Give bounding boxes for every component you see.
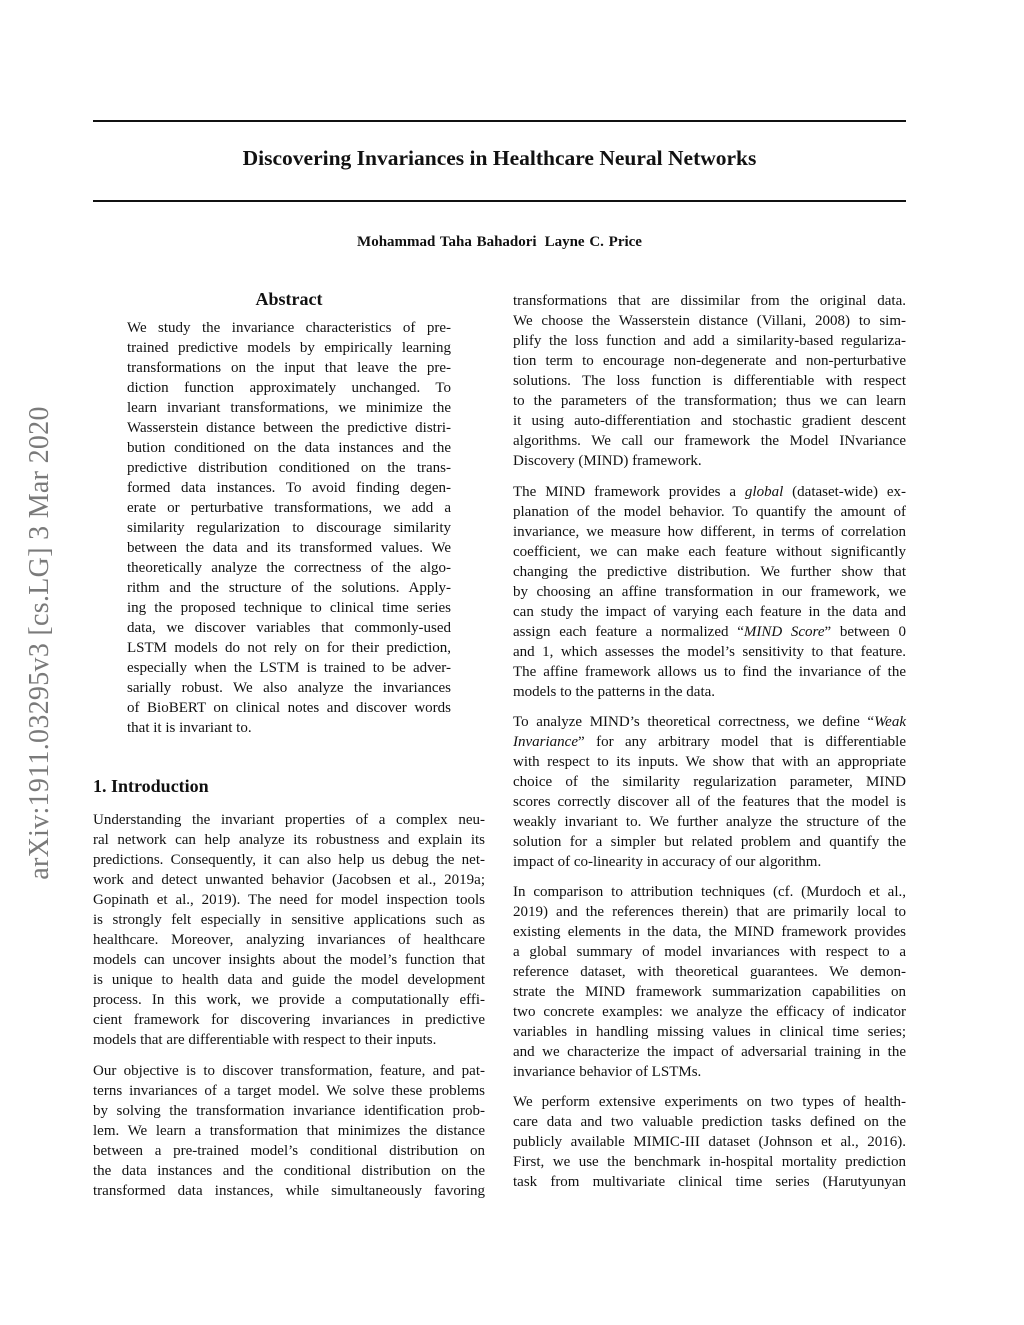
right-paragraph-3 [513, 712, 906, 872]
text-line: The affine framework allows us to find the invariance of the [513, 664, 906, 680]
text-line: especially when the LSTM is trained to be adver- [127, 660, 451, 676]
text-line: LSTM models do not rely on for their prediction, [127, 640, 451, 656]
author-list [93, 234, 906, 251]
text-line: Discovery (MIND) framework. [513, 453, 702, 469]
text-line: 2019) and the references therein) that are primarily local to [513, 904, 906, 920]
section-heading-introduction: 1. Introduction [93, 776, 209, 796]
italic-text: global [744, 484, 784, 500]
abstract-paragraph [127, 318, 451, 738]
text-line: and we characterize the impact of adversarial training in the [513, 1044, 906, 1060]
text-line: can study the impact of varying each feature in the data and [513, 604, 906, 620]
intro-paragraph-2 [93, 1061, 485, 1201]
author-name: Mohammad Taha Bahadori [357, 234, 537, 250]
text-line: a global summary of model invariances with respect to a [513, 944, 906, 960]
text-line: data, we discover variables that commonly-used [127, 620, 451, 636]
text-line: between a pre-trained model’s conditional distribution on [93, 1143, 485, 1159]
text-line: healthcare. Moreover, analyzing invariances of healthcare [93, 932, 485, 948]
text-line: tion term to encourage non-degenerate and non-perturbative [513, 353, 906, 369]
text-line: First, we use the benchmark in-hospital mortality prediction [513, 1154, 906, 1170]
text-line: transformations on the input that leave the pre- [127, 360, 451, 376]
text-line: plify the loss function and add a similarity-based regulariza- [513, 333, 906, 349]
text-line: We perform extensive experiments on two types of health- [513, 1094, 906, 1110]
text-line: it using auto-differentiation and stochastic gradient descent [513, 413, 906, 429]
text-line: that it is invariant to. [127, 720, 252, 736]
text-line [513, 482, 906, 502]
text-line: models to the patterns in the data. [513, 684, 716, 700]
text-segment: To analyze MIND’s theoretical correctness, we define “ [513, 714, 875, 730]
title-bottom-rule [93, 200, 906, 202]
right-paragraph-4 [513, 882, 906, 1082]
text-segment: ” between 0 [824, 624, 906, 640]
text-line: models that are differentiable with respect to their inputs. [93, 1032, 437, 1048]
text-line: variables in handling missing values in clinical time series; [513, 1024, 906, 1040]
text-line: is strongly felt especially in sensitive applications such as [93, 912, 485, 928]
text-line: by choosing an affine transformation in our framework, we [513, 584, 906, 600]
text-line: two concrete examples: we analyze the efficacy of indicator [513, 1004, 906, 1020]
text-line: cient framework for discovering invariances in predictive [93, 1012, 485, 1028]
text-line: predictive distribution conditioned on the trans- [127, 460, 451, 476]
intro-paragraph-1 [93, 810, 485, 1050]
text-line: with respect to its inputs. We show that with an appropriate [513, 754, 906, 770]
text-line: solution for a simpler but related problem and quantify the [513, 834, 906, 850]
text-line: choice of the similarity regularization parameter, MIND [513, 774, 906, 790]
text-line: similarity regularization to discourage similarity [127, 520, 451, 536]
text-line: task from multivariate clinical time series (Harutyunyan [513, 1174, 906, 1190]
text-line: between the data and its transformed values. We [127, 540, 451, 556]
text-segment: ” for any arbitrary model that is differentiable [577, 734, 906, 750]
text-line: process. In this work, we provide a computationally effi- [93, 992, 485, 1008]
text-line [513, 712, 906, 732]
text-segment: assign each feature a normalized “ [513, 624, 744, 640]
text-line: We choose the Wasserstein distance (Villani, 2008) to sim- [513, 313, 906, 329]
text-line: coefficient, we can make each feature without significantly [513, 544, 906, 560]
paper-title: Discovering Invariances in Healthcare Neural Networks [242, 146, 757, 170]
text-line: lem. We learn a transformation that minimizes the distance [93, 1123, 485, 1139]
text-line: terns invariances of a target model. We solve these problems [93, 1083, 485, 1099]
text-line [513, 732, 906, 752]
text-line: is unique to health data and guide the model development [93, 972, 485, 988]
text-line: to the parameters of the transformation; thus we can learn [513, 393, 906, 409]
italic-text: MIND Score [743, 624, 825, 640]
text-line: Wasserstein distance between the predictive distri- [127, 420, 451, 436]
text-line: bution conditioned on the data instances and the [127, 440, 451, 456]
text-line: work and detect unwanted behavior (Jacobsen et al., 2019a; [93, 872, 485, 888]
right-paragraph-1 [513, 291, 906, 471]
text-line: learn invariant transformations, we minimize the [127, 400, 451, 416]
right-paragraph-5 [513, 1092, 906, 1192]
text-line: changing the predictive distribution. We further show that [513, 564, 906, 580]
text-line: erate or perturbative transformations, we add a [127, 500, 451, 516]
text-line: strate the MIND framework summarization capabilities on [513, 984, 906, 1000]
text-line: Our objective is to discover transformation, feature, and pat- [93, 1063, 485, 1079]
text-line: We study the invariance characteristics of pre- [127, 320, 451, 336]
right-paragraph-2 [513, 482, 906, 702]
text-line: planation of the model behavior. To quantify the amount of [513, 504, 906, 520]
text-line: weakly invariant to. We further analyze the structure of the [513, 814, 906, 830]
text-line: rithm and the structure of the solutions. Apply- [127, 580, 451, 596]
arxiv-identifier: arXiv:1911.03295v3 [cs.LG] 3 Mar 2020 [24, 406, 55, 880]
author-name: Layne C. Price [544, 234, 642, 250]
text-line: sarially robust. We also analyze the invariances [127, 680, 451, 696]
italic-text: Weak [874, 714, 906, 730]
italic-text: Invariance [513, 734, 578, 750]
text-line: the data instances and the conditional distribution on the [93, 1163, 485, 1179]
text-line: formed data instances. To avoid finding degen- [127, 480, 451, 496]
text-line: invariance behavior of LSTMs. [513, 1064, 702, 1080]
text-line: reference dataset, with theoretical guarantees. We demon- [513, 964, 906, 980]
text-line: publicly available MIMIC-III dataset (Johnson et al., 2016). [513, 1134, 906, 1150]
text-line: Understanding the invariant properties of a complex neu- [93, 812, 485, 828]
text-line: of BioBERT on clinical notes and discover words [127, 700, 451, 716]
text-line: by solving the transformation invariance identification prob- [93, 1103, 485, 1119]
text-line: invariance, we measure how different, in terms of correlation [513, 524, 906, 540]
text-line: existing elements in the data, the MIND framework provides [513, 924, 906, 940]
text-line: predictions. Consequently, it can also help us debug the net- [93, 852, 485, 868]
text-line: trained predictive models by empirically learning [127, 340, 451, 356]
text-line: algorithms. We call our framework the Model INvariance [513, 433, 906, 449]
text-line: transformations that are dissimilar from the original data. [513, 293, 906, 309]
text-line: solutions. The loss function is differentiable with respect [513, 373, 906, 389]
abstract-heading: Abstract [255, 289, 323, 309]
text-line: In comparison to attribution techniques (cf. (Murdoch et al., [513, 884, 906, 900]
text-line: diction function approximately unchanged. To [127, 380, 451, 396]
text-line: transformed data instances, while simultaneously favoring [93, 1183, 485, 1199]
text-line: models can uncover insights about the model’s function that [93, 952, 485, 968]
text-line: ing the proposed technique to clinical time series [127, 600, 451, 616]
text-line: Gopinath et al., 2019). The need for model inspection tools [93, 892, 485, 908]
text-line: scores correctly discover all of the features that the model is [513, 794, 906, 810]
text-line: and 1, which assesses the model’s sensitivity to that feature. [513, 644, 906, 660]
text-line: impact of co-linearity in accuracy of our algorithm. [513, 854, 822, 870]
text-segment: (dataset-wide) ex- [783, 484, 906, 500]
text-line: care data and two valuable prediction tasks defined on the [513, 1114, 906, 1130]
text-line [513, 622, 906, 642]
text-line: theoretically analyze the correctness of the algo- [127, 560, 451, 576]
text-segment: The MIND framework provides a [513, 484, 745, 500]
top-rule [93, 120, 906, 122]
text-line: ral network can help analyze its robustness and explain its [93, 832, 485, 848]
